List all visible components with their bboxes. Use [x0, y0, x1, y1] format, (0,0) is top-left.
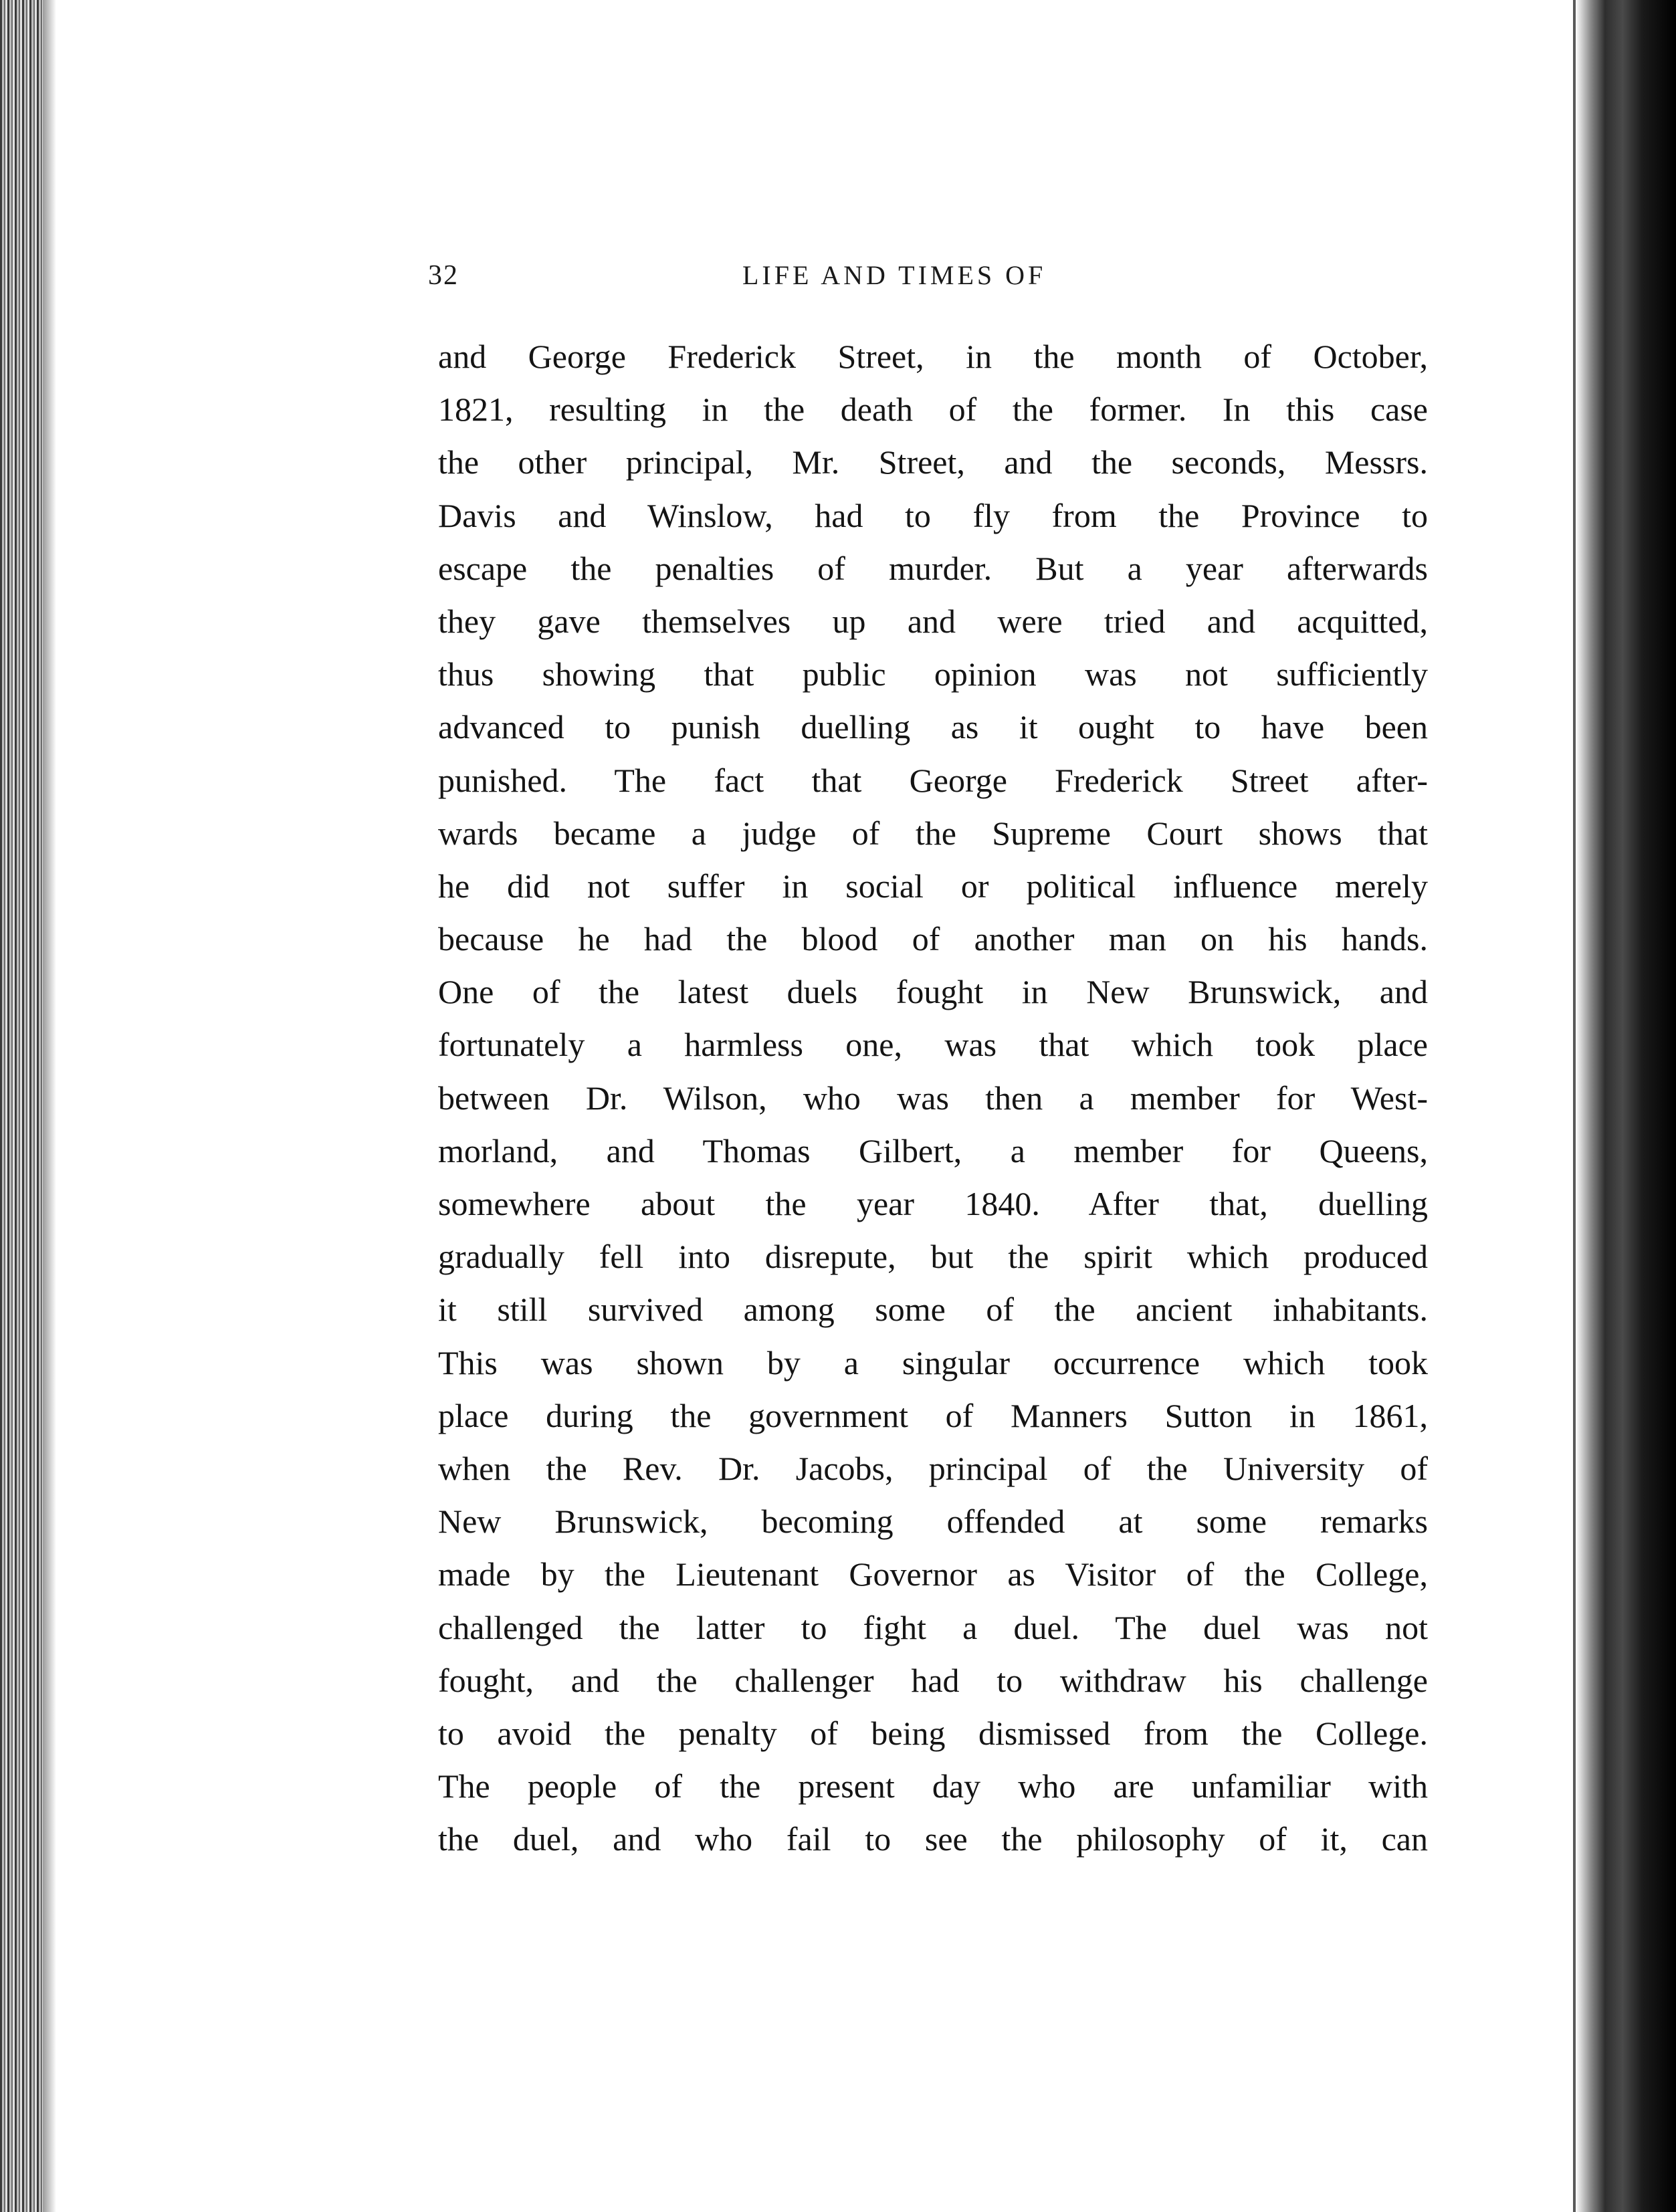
text-line: Davis and Winslow, had to fly from the Province to: [438, 496, 1428, 534]
text-line: because he had the blood of another man on his hands.: [438, 920, 1428, 958]
text-line: and George Frederick Street, in the month of October,: [438, 338, 1428, 375]
text-line: he did not suffer in social or political influence merely: [438, 867, 1428, 905]
page-edge-shadow: [43, 0, 56, 2212]
binding-shadow: [1576, 0, 1676, 2212]
page-header: [428, 259, 1431, 306]
text-line: challenged the latter to fight a duel. The duel was not: [438, 1608, 1428, 1646]
text-line: to avoid the penalty of being dismissed from the College.: [438, 1714, 1428, 1752]
body-text: [438, 330, 1428, 1866]
text-line: advanced to punish duelling as it ought to have been: [438, 708, 1428, 746]
text-line: New Brunswick, becoming offended at some remarks: [438, 1503, 1428, 1541]
text-line: somewhere about the year 1840. After that, duelling: [438, 1185, 1428, 1222]
text-line: when the Rev. Dr. Jacobs, principal of the University of: [438, 1449, 1428, 1487]
text-line: place during the government of Manners Sutton in 1861,: [438, 1396, 1428, 1434]
text-line: fought, and the challenger had to withdraw his challenge: [438, 1661, 1428, 1699]
text-line: This was shown by a singular occurrence which took: [438, 1343, 1428, 1381]
page-fore-edge: [0, 0, 43, 2212]
page-number: 32: [428, 260, 459, 291]
text-line: they gave themselves up and were tried and acquitted,: [438, 602, 1428, 640]
text-line: gradually fell into disrepute, but the spirit which produced: [438, 1238, 1428, 1276]
text-line: made by the Lieutenant Governor as Visitor of the College,: [438, 1555, 1428, 1593]
text-line: 1821, resulting in the death of the former. In this case: [438, 391, 1428, 429]
text-line: The people of the present day who are unfamiliar with: [438, 1767, 1428, 1805]
text-line: One of the latest duels fought in New Brunswick, and: [438, 973, 1428, 1011]
text-line: fortunately a harmless one, was that which took place: [438, 1026, 1428, 1064]
text-line: the duel, and who fail to see the philosophy of it, can: [438, 1820, 1428, 1858]
text-line: wards became a judge of the Supreme Court shows that: [438, 814, 1428, 852]
text-line: punished. The fact that George Frederick Street after-: [438, 761, 1428, 799]
text-line: between Dr. Wilson, who was then a member for West-: [438, 1079, 1428, 1117]
text-line: thus showing that public opinion was not sufficiently: [438, 655, 1428, 693]
text-line: morland, and Thomas Gilbert, a member for Queens,: [438, 1131, 1428, 1170]
running-head: LIFE AND TIMES OF: [742, 260, 1047, 290]
text-line: it still survived among some of the ancient inhabitants.: [438, 1291, 1428, 1329]
text-line: escape the penalties of murder. But a year afterwards: [438, 549, 1428, 587]
text-line: the other principal, Mr. Street, and the seconds, Messrs.: [438, 443, 1428, 481]
